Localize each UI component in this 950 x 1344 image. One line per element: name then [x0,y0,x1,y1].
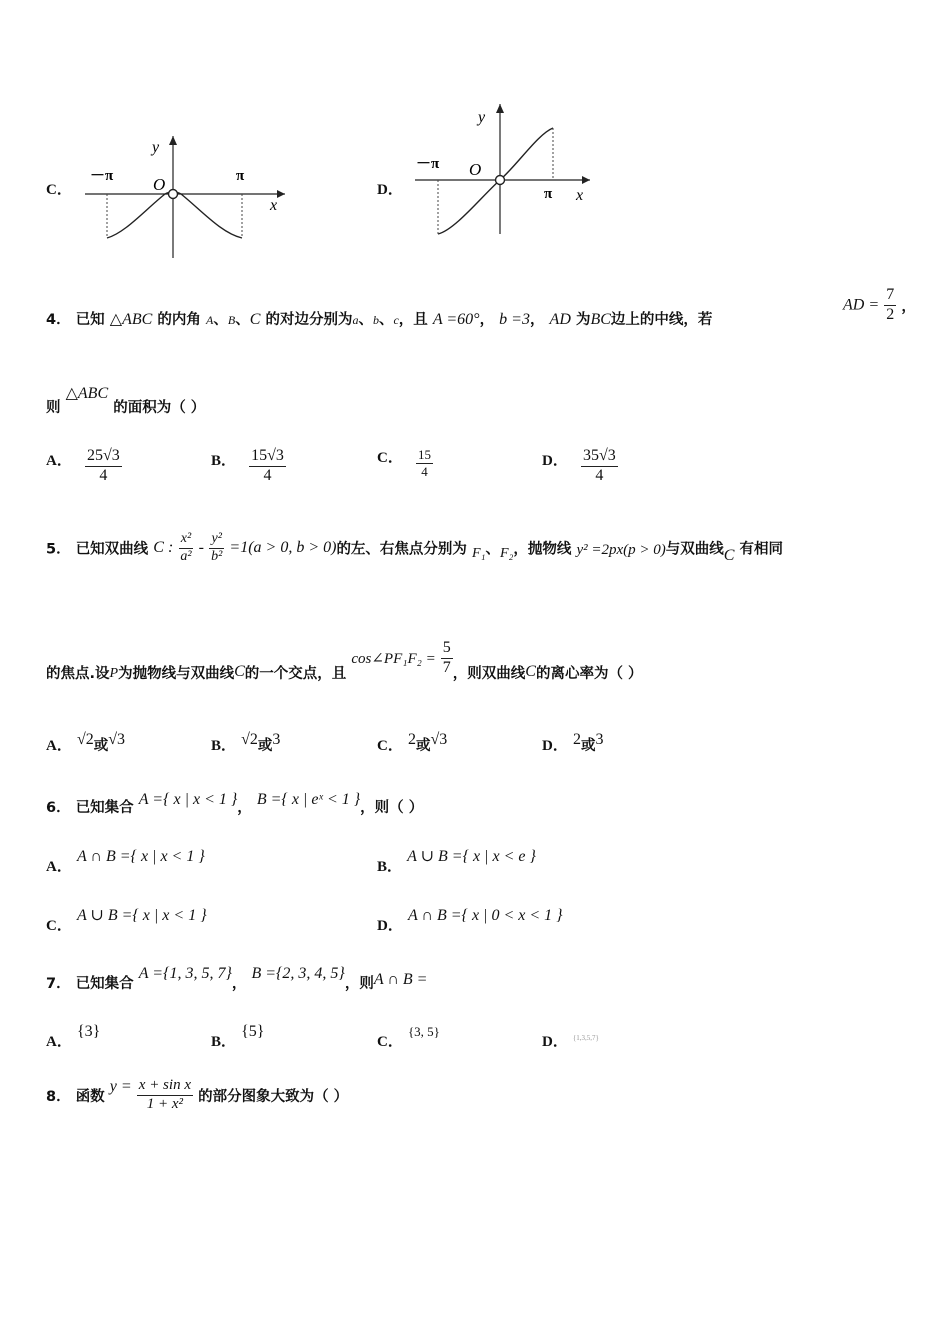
option-value: 3 [272,731,281,748]
q7-text: ，则 [344,976,374,992]
option-value: 2 [572,731,581,748]
q6-option-b[interactable] [377,845,536,875]
q7-option-b[interactable] [211,1020,265,1050]
q5-curve-name: C [525,663,536,681]
q4-option-b[interactable] [211,448,286,485]
q4-sep: 、 [213,312,228,328]
option-or: 或 [580,738,596,754]
option-value: 3 [595,731,604,748]
q4-text: 则 [46,400,61,416]
q7-set-b: B ={2, 3, 4, 5} [251,965,345,982]
option-d-label: D． [377,182,403,198]
option-label: B． [211,1034,237,1050]
q4-ad: AD [549,311,571,328]
option-label: D． [542,1034,568,1050]
y-label: y [152,139,160,156]
option-label: C． [46,918,72,934]
q5-text: 的焦点.设 [46,665,110,682]
option-or: 或 [415,738,431,754]
q7-sep: ， [231,976,247,992]
option-label: D． [542,738,568,754]
x-axis-arrow [582,176,590,184]
q4-options [46,448,686,498]
q5-number: 5． [46,541,71,558]
q4-number: 4． [46,312,71,328]
q7-text: 已知集合 [75,976,134,992]
q6-set-b: B ={ x | eˣ < 1 } [256,791,361,808]
fraction-den: a² [180,548,192,564]
q6-sep: ， [237,800,252,816]
q5-option-c[interactable] [377,728,448,754]
option-label: A． [46,1034,72,1050]
q4-text: 的面积为（ ） [113,400,206,416]
graph-d [410,98,595,248]
q4-ad-equation [843,287,916,324]
fraction-den: 2 [886,305,895,323]
q7-option-d[interactable] [542,1020,599,1050]
option-or: 或 [93,738,109,754]
q5-text: 的左、右焦点分别为 [336,541,467,558]
option-label: D． [377,918,403,934]
q5-frac-x [178,532,193,564]
fraction-num: 5 [441,640,453,659]
option-fraction [416,448,433,478]
option-label: C． [377,449,403,466]
q5-option-d[interactable] [542,728,604,754]
option-label: D． [542,452,568,469]
neg-pi-label: －π [416,156,440,172]
q8-line [46,1078,348,1113]
x-label: x [270,197,278,214]
option-expr: A ∪ B ={ x | x < e } [407,848,536,865]
fraction-den: 4 [263,466,272,484]
option-c-label: C． [46,182,72,198]
q4-math: A [206,313,214,327]
q5-text: ，抛物线 [513,541,572,558]
q5-option-a[interactable] [46,728,125,754]
q7-result: A ∩ B = [373,971,428,988]
q5-text: 的离心率为（ ） [535,665,643,682]
option-label: A． [46,452,72,469]
x-label: x [576,187,584,204]
q4-math: a [352,313,359,327]
fraction-num: 15 [417,447,431,462]
q5-text: 已知双曲线 [75,541,149,558]
fraction-den: 4 [99,466,108,484]
origin-label: O [153,175,166,194]
q4-sep: 、 [358,312,373,328]
option-value: √2 [76,731,94,748]
q4-math: B [227,313,236,327]
q4-bc: BC [590,311,611,328]
q5-text: 有相同 [739,541,784,558]
q5-condition: =1(a > 0, b > 0) [229,539,337,557]
q7-option-c[interactable] [377,1020,440,1050]
q5-curve-name: C [723,547,735,565]
q4-ad-fraction [884,287,896,324]
q8-fraction [137,1078,193,1113]
q6-number: 6． [46,800,71,816]
q4-math: c [393,313,399,327]
q4-text: 已知 [75,312,105,328]
option-label: A． [46,738,72,754]
q5-frac-y [209,532,224,564]
q5-text: 与双曲线 [665,541,724,558]
q7-set-a: A ={1, 3, 5, 7} [138,965,232,982]
fraction-den: 4 [421,463,428,479]
q4-option-a[interactable] [46,448,122,485]
fraction-num: 7 [884,287,896,306]
x-axis-arrow [277,190,285,198]
graph-c [80,130,290,265]
q4-triangle: △ABC [65,385,109,402]
option-value: √3 [430,731,448,748]
option-value: {3, 5} [407,1024,440,1039]
q4-option-c[interactable] [377,448,433,478]
option-fraction [85,448,122,485]
q6-line [46,788,424,816]
q6-option-a[interactable] [46,845,205,875]
q6-option-c[interactable] [46,904,207,934]
q6-option-d[interactable] [377,904,563,934]
option-label: C． [377,738,403,754]
q5-f2: F₂ [499,546,514,562]
q8-text: 函数 [75,1088,105,1105]
q5-cos: cos∠PF₁F₂ = [351,650,436,667]
q4-sep: 、 [378,312,394,328]
y-label: y [478,109,486,126]
q5-curve-name: C [234,663,245,681]
q4-triangle: △ABC [109,311,153,328]
fraction-num: y² [209,532,223,549]
y-axis-arrow [496,104,504,113]
q4-math: b [372,313,379,327]
q5-line1 [46,532,783,564]
fraction-den: 4 [595,466,604,484]
q4-text: 的内角 [157,312,201,328]
neg-pi-label: －π [90,168,114,184]
q5-sep: 、 [485,541,500,558]
q5-cos-fraction [441,640,453,677]
q4-sep: ， [479,312,495,328]
option-or: 或 [257,738,273,754]
option-expr: A ∩ B ={ x | 0 < x < 1 } [407,907,563,924]
option-label: A． [46,859,72,875]
y-axis-arrow [169,136,177,145]
option-expr: A ∩ B ={ x | x < 1 } [76,848,205,865]
option-value: {1,3,5,7} [572,1034,599,1042]
q4-math: C [249,311,261,328]
q4-ad-eq: AD = [843,296,880,314]
q5-option-b[interactable] [211,728,281,754]
q6-text: 已知集合 [75,800,134,816]
q4-text: 边上的中线，若 [610,312,713,328]
option-fraction [581,448,618,485]
origin-circle [169,190,178,199]
q5-options [46,728,686,758]
q4-sep: ， [529,312,545,328]
option-label: B． [211,452,237,469]
q8-number: 8． [46,1088,71,1105]
fraction-num: 35√3 [581,448,618,467]
fraction-den: 1 + x² [146,1095,184,1112]
origin-circle [496,176,505,185]
q4-cond-a: A =60° [432,311,480,328]
q4-line2 [46,382,206,416]
q4-cond-b: b =3 [499,311,530,328]
option-label: B． [377,859,403,875]
q5-parabola: y² =2px(p > 0) [576,541,666,558]
q7-line [46,962,428,992]
q8-y: y = [109,1078,132,1096]
q5-point: P [109,666,119,682]
q4-option-d[interactable] [542,448,618,485]
q4-line1 [46,308,712,329]
option-expr: A ∪ B ={ x | x < 1 } [76,907,207,924]
fraction-den: 7 [442,658,451,676]
q5-text: ，则双曲线 [452,665,526,682]
option-label: C． [377,1034,403,1050]
q5-text: 为抛物线与双曲线 [118,665,235,682]
option-value: √2 [241,731,258,748]
q5-line2 [46,639,643,682]
q8-text: 的部分图象大致为（ ） [198,1088,349,1105]
q4-text: 的对边分别为 [265,312,353,328]
q5-minus: - [198,539,204,557]
option-value: √3 [108,731,125,748]
fraction-num: 25√3 [85,448,122,467]
q6-set-a: A ={ x | x < 1 } [138,791,238,808]
q7-option-a[interactable] [46,1020,101,1050]
fraction-num: 15√3 [249,448,286,467]
q4-sep: ， [901,298,916,315]
option-value: 2 [407,731,416,748]
q4-sep: 、 [235,312,250,328]
pi-label: π [544,186,553,202]
pi-label: π [236,168,245,184]
q5-text: 的一个交点，且 [244,665,347,682]
q7-number: 7． [46,976,71,992]
q5-f1: F₁ [472,546,486,562]
option-value: {3} [76,1023,101,1040]
q4-text: ，且 [398,312,428,328]
q4-text: 为 [575,312,591,328]
origin-label: O [469,160,482,179]
option-label: B． [211,738,237,754]
fraction-den: b² [211,548,223,564]
option-value: {5} [241,1023,265,1040]
option-fraction [249,448,286,485]
fraction-num: x² [179,532,193,549]
q5-curve-name: C : [153,539,174,557]
q6-text: ，则（ ） [360,800,424,816]
fraction-num: x + sin x [137,1078,193,1096]
